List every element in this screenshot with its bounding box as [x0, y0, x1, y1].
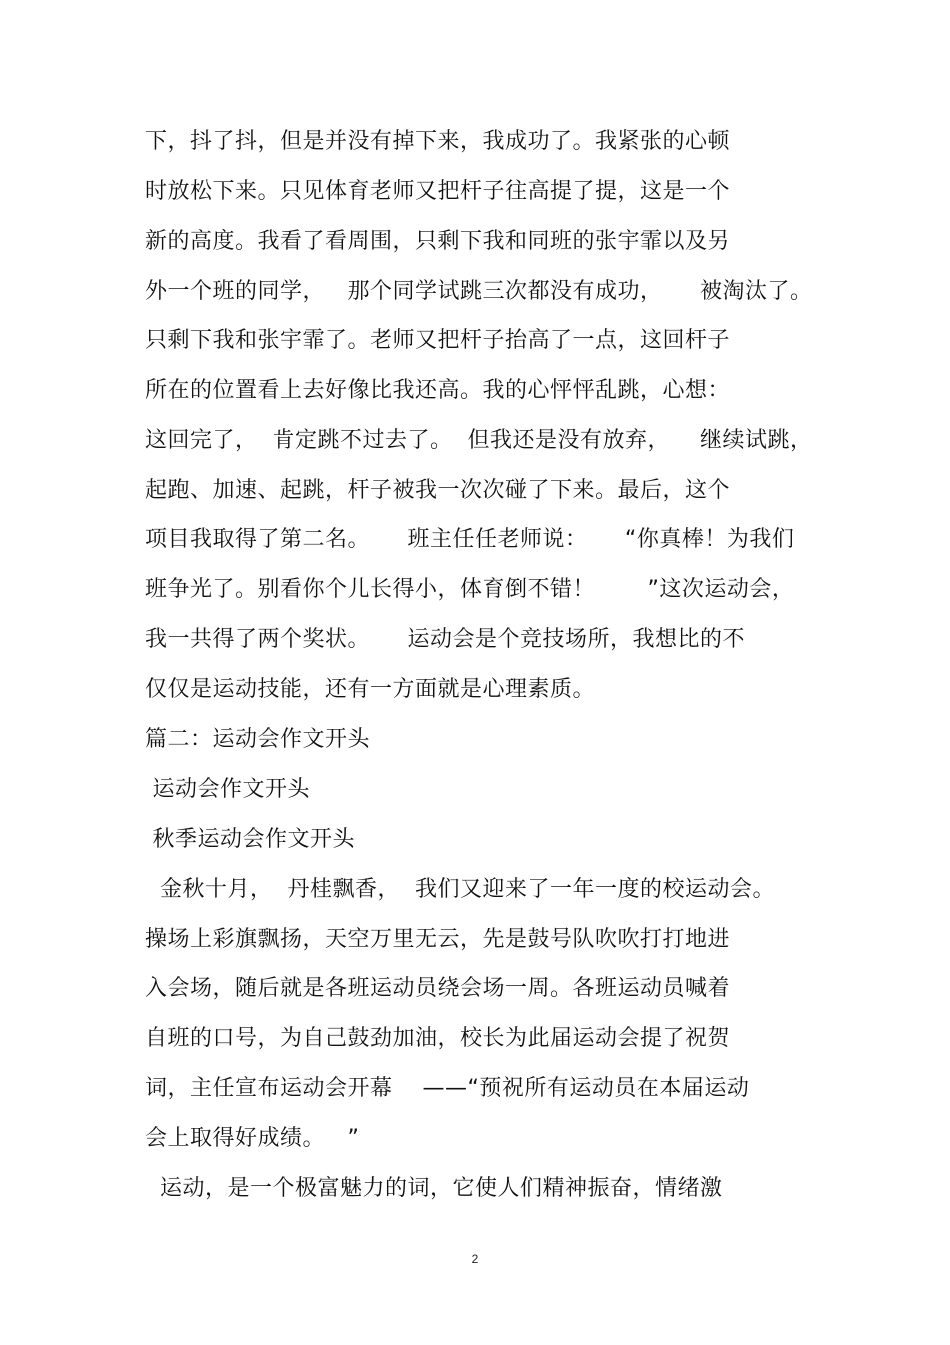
- text-line: 班争光了。别看你个儿长得小，体育倒不错！ ”这次运动会，: [145, 577, 795, 602]
- text-line: 新的高度。我看了看周围，只剩下我和同班的张宇霏以及另: [145, 229, 731, 254]
- text-line: 会上取得好成绩。 ”: [145, 1126, 360, 1151]
- text-line: 运动，是一个极富魅力的词，它使人们精神振奋，情绪激: [145, 1176, 723, 1201]
- text-line: 入会场，随后就是各班运动员绕会场一周。各班运动员喊着: [145, 976, 731, 1001]
- subheading: 秋季运动会作文开头: [145, 827, 355, 852]
- text-line: 操场上彩旗飘扬，天空万里无云，先是鼓号队吹吹打打地进: [145, 927, 731, 952]
- section-heading: 篇二：运动会作文开头: [145, 727, 371, 752]
- text-line: 起跑、加速、起跳，杆子被我一次次碰了下来。最后，这个: [145, 478, 731, 503]
- text-line: 时放松下来。只见体育老师又把杆子往高提了提，这是一个: [145, 179, 731, 204]
- text-line: 只剩下我和张宇霏了。老师又把杆子抬高了一点，这回杆子: [145, 328, 731, 353]
- text-line: 所在的位置看上去好像比我还高。我的心怦怦乱跳，心想：: [145, 378, 731, 403]
- text-line: 这回完了， 肯定跳不过去了。 但我还是没有放弃， 继续试跳，: [145, 428, 813, 453]
- text-line: 金秋十月， 丹桂飘香， 我们又迎来了一年一度的校运动会。: [145, 877, 775, 902]
- page-number: 2: [471, 1252, 479, 1266]
- text-line: 词，主任宣布运动会开幕 ——“预祝所有运动员在本届运动: [145, 1076, 750, 1101]
- text-line: 下，抖了抖，但是并没有掉下来，我成功了。我紧张的心顿: [145, 129, 731, 154]
- subheading: 运动会作文开头: [145, 777, 310, 802]
- text-line: 项目我取得了第二名。 班主任任老师说： “你真棒！为我们: [145, 527, 795, 552]
- text-line: 仅仅是运动技能，还有一方面就是心理素质。: [145, 677, 596, 702]
- text-line: 外一个班的同学， 那个同学试跳三次都没有成功， 被淘汰了。: [145, 279, 813, 304]
- text-line: 我一共得了两个奖状。 运动会是个竞技场所，我想比的不: [145, 627, 745, 652]
- text-line: 自班的口号，为自己鼓劲加油，校长为此届运动会提了祝贺: [145, 1026, 731, 1051]
